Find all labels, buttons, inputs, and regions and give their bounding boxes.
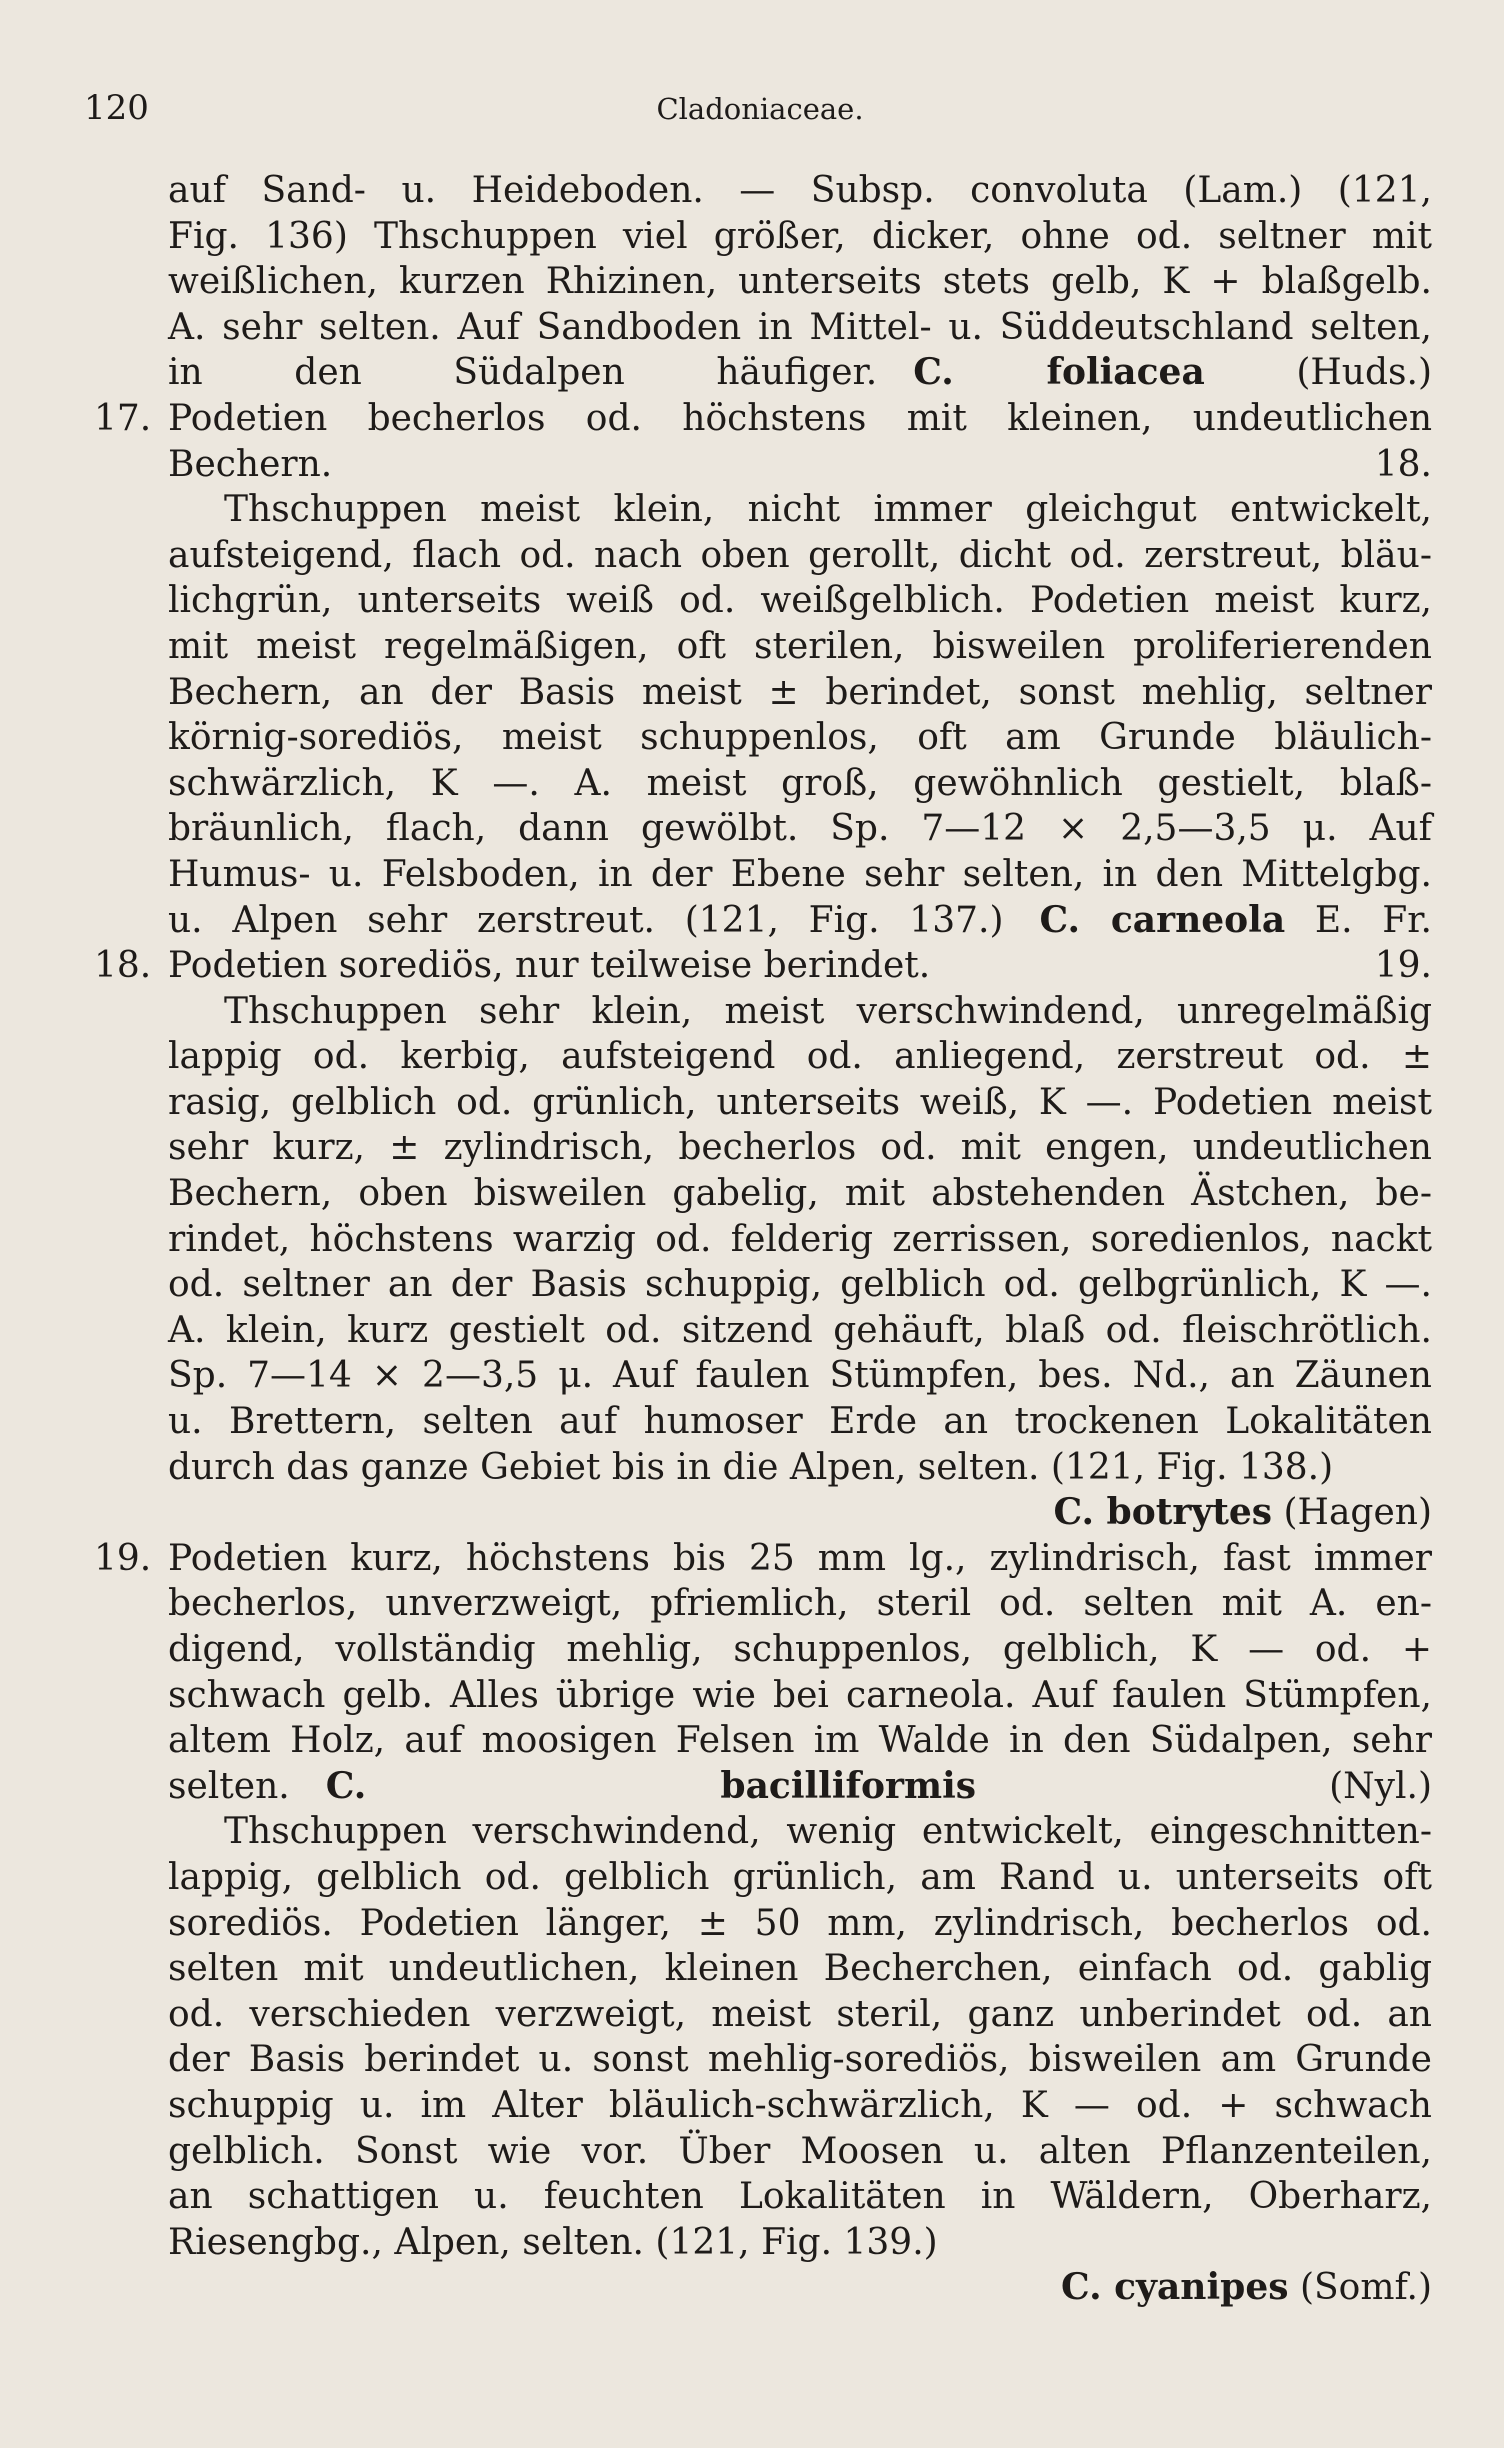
text-line — [94, 1764, 1432, 1810]
text-line — [94, 305, 1432, 351]
text-line — [94, 1536, 1432, 1582]
text-line — [94, 1262, 1432, 1308]
text-line — [94, 2083, 1432, 2129]
line-text: Thschuppen verschwindend, wenig entwickelt, eingeschnitten- — [224, 1811, 1432, 1853]
taxon-author: E. Fr. — [1285, 899, 1432, 941]
text-line — [94, 1581, 1432, 1627]
line-text: selten. — [168, 1765, 290, 1807]
line-text: Thschuppen meist klein, nicht immer gleichgut entwickelt, — [224, 489, 1432, 531]
text-line — [94, 533, 1432, 579]
text-line — [94, 1490, 1432, 1536]
line-text: rasig, gelblich od. grünlich, unterseits weiß, K —. Podetien meist — [168, 1081, 1432, 1123]
text-line — [94, 1445, 1432, 1491]
text-line — [94, 715, 1432, 761]
taxon-name: C. botrytes — [1053, 1491, 1273, 1534]
text-line — [94, 1034, 1432, 1080]
text-line — [94, 259, 1432, 305]
text-line — [94, 2265, 1432, 2311]
line-text: selten mit undeutlichen, kleinen Becherchen, einfach od. gablig — [168, 1948, 1432, 1990]
line-text: digend, vollständig mehlig, schuppenlos, gelblich, K — od. + — [168, 1629, 1432, 1670]
line-text: auf Sand- u. Heideboden. — Subsp. convoluta (Lam.) (121, — [168, 170, 1432, 211]
page-header — [84, 88, 1436, 138]
line-text: Bechern. — [168, 443, 333, 485]
taxon-author: (Somf.) — [1288, 2267, 1432, 2309]
line-text: Sp. 7—14 × 2—3,5 μ. Auf faulen Stümpfen, bes. Nd., an Zäunen — [168, 1355, 1432, 1397]
line-text: schwärzlich, K —. A. meist groß, gewöhnlich gestielt, blaß- — [168, 762, 1432, 804]
line-text: becherlos, unverzweigt, pfriemlich, steril od. selten mit A. en- — [168, 1583, 1432, 1625]
line-text: rindet, höchstens warzig od. felderig zerrissen, soredienlos, nackt — [168, 1218, 1432, 1260]
line-text: schuppig u. im Alter bläulich-schwärzlich, K — od. + schwach — [168, 2084, 1432, 2126]
line-text: sehr kurz, ± zylindrisch, becherlos od. mit engen, undeutlichen — [168, 1127, 1432, 1169]
line-text: durch das ganze Gebiet bis in die Alpen, selten. (121, Fig. 138.) — [168, 1446, 1334, 1488]
line-text: Podetien becherlos od. höchstens mit kleinen, undeutlichen — [168, 397, 1432, 439]
line-with-taxon — [168, 898, 1432, 944]
text-line — [94, 396, 1432, 442]
taxon-name: C. cyanipes — [1061, 2266, 1289, 2309]
line-text: der Basis berindet u. sonst mehlig-sorediös, bisweilen am Grunde — [168, 2039, 1432, 2081]
text-line — [94, 898, 1432, 944]
text-line — [94, 487, 1432, 533]
line-text: Podetien kurz, höchstens bis 25 mm lg., zylindrisch, fast immer — [168, 1537, 1432, 1579]
line-text: sorediös. Podetien länger, ± 50 mm, zylindrisch, becherlos od. — [168, 1902, 1432, 1944]
text-line — [94, 806, 1432, 852]
text-line — [94, 761, 1432, 807]
couplet-number: 18. — [94, 945, 152, 987]
line-text: Fig. 136) Thschuppen viel größer, dicker, ohne od. seltner mit — [168, 215, 1432, 257]
text-line — [94, 1171, 1432, 1217]
line-text: lichgrün, unterseits weiß od. weißgelblich. Podetien meist kurz, — [168, 580, 1432, 622]
page-number: 120 — [84, 88, 149, 128]
text-line — [94, 1125, 1432, 1171]
text-line — [94, 2037, 1432, 2083]
text-line — [94, 1718, 1432, 1764]
line-text: od. seltner an der Basis schuppig, gelblich od. gelbgrünlich, K —. — [168, 1264, 1432, 1306]
couplet-number: 17. — [94, 397, 152, 439]
text-line — [94, 214, 1432, 260]
text-line — [94, 1217, 1432, 1263]
line-text: bräunlich, flach, dann gewölbt. Sp. 7—12 × 2,5—3,5 μ. Auf — [168, 808, 1432, 850]
line-text: in den Südalpen häufiger. — [168, 352, 878, 394]
text-line — [94, 2129, 1432, 2175]
line-with-taxon — [168, 350, 1432, 396]
line-text: Humus- u. Felsboden, in der Ebene sehr selten, in den Mittelgbg. — [168, 853, 1432, 895]
line-text: an schattigen u. feuchten Lokalitäten in Wäldern, Oberharz, — [168, 2176, 1432, 2218]
taxon-author: (Huds.) — [1204, 352, 1432, 394]
text-line — [94, 2174, 1432, 2220]
text-line — [94, 1809, 1432, 1855]
text-line — [94, 1080, 1432, 1126]
line-text: aufsteigend, flach od. nach oben gerollt, dicht od. zerstreut, bläu- — [168, 534, 1432, 576]
text-line — [94, 168, 1432, 214]
key-lead-number: 18. — [1374, 443, 1432, 485]
text-line — [94, 943, 1432, 989]
text-line — [94, 1855, 1432, 1901]
line-text: od. verschieden verzweigt, meist steril, ganz unberindet od. an — [168, 1993, 1432, 2035]
text-line — [94, 624, 1432, 670]
line-with-taxon — [168, 1764, 1432, 1810]
text-line — [94, 2220, 1432, 2266]
line-text: Podetien sorediös, nur teilweise berindet. — [168, 945, 931, 987]
taxon-author: (Nyl.) — [976, 1765, 1432, 1807]
line-text: lappig od. kerbig, aufsteigend od. anliegend, zerstreut od. ± — [168, 1036, 1432, 1078]
line-text: schwach gelb. Alles übrige wie bei carneola. Auf faulen Stümpfen, — [168, 1674, 1432, 1716]
line-text: A. sehr selten. Auf Sandboden in Mittel- u. Süddeutschland selten, — [168, 306, 1432, 348]
running-title: Cladoniaceae. — [656, 92, 864, 126]
line-text: Riesengbg., Alpen, selten. (121, Fig. 139.) — [168, 2221, 938, 2263]
text-line — [94, 852, 1432, 898]
text-line — [94, 1992, 1432, 2038]
page-body — [94, 168, 1432, 2311]
line-text: u. Alpen sehr zerstreut. (121, Fig. 137.) — [168, 899, 1004, 941]
text-line — [94, 1673, 1432, 1719]
taxon-name: C. carneola — [1039, 898, 1286, 941]
text-line — [94, 1308, 1432, 1354]
line-text: Bechern, oben bisweilen gabelig, mit abstehenden Ästchen, be- — [168, 1173, 1432, 1215]
text-line — [94, 442, 1432, 488]
taxon-name: C. bacilliformis — [325, 1764, 977, 1807]
text-line — [94, 1901, 1432, 1947]
text-line — [94, 350, 1432, 396]
text-line — [94, 989, 1432, 1035]
line-with-taxon — [168, 1490, 1432, 1536]
taxon-name: C. foliacea — [913, 351, 1205, 394]
text-line — [94, 1353, 1432, 1399]
line-text: A. klein, kurz gestielt od. sitzend gehäuft, blaß od. fleischrötlich. — [168, 1309, 1432, 1351]
line-with-taxon — [168, 2265, 1432, 2311]
line-text: altem Holz, auf moosigen Felsen im Walde in den Südalpen, sehr — [168, 1720, 1432, 1762]
line-text: u. Brettern, selten auf humoser Erde an trockenen Lokalitäten — [168, 1401, 1432, 1443]
line-text: weißlichen, kurzen Rhizinen, unterseits stets gelb, K + blaßgelb. — [168, 261, 1432, 303]
taxon-author: (Hagen) — [1272, 1492, 1432, 1534]
text-line — [94, 1399, 1432, 1445]
text-line — [94, 578, 1432, 624]
line-text: Bechern, an der Basis meist ± berindet, sonst mehlig, seltner — [168, 671, 1432, 713]
text-line — [94, 670, 1432, 716]
line-text: körnig-sorediös, meist schuppenlos, oft am Grunde bläulich- — [168, 717, 1432, 759]
couplet-number: 19. — [94, 1537, 152, 1579]
text-line — [94, 1627, 1432, 1673]
text-line — [94, 1946, 1432, 1992]
line-text: mit meist regelmäßigen, oft sterilen, bisweilen proliferierenden — [168, 625, 1432, 667]
key-lead-number: 19. — [1374, 945, 1432, 987]
line-text: lappig, gelblich od. gelblich grünlich, am Rand u. unterseits oft — [168, 1856, 1432, 1898]
line-text: gelblich. Sonst wie vor. Über Moosen u. alten Pflanzenteilen, — [168, 2130, 1432, 2172]
line-text: Thschuppen sehr klein, meist verschwindend, unregelmäßig — [224, 990, 1432, 1032]
